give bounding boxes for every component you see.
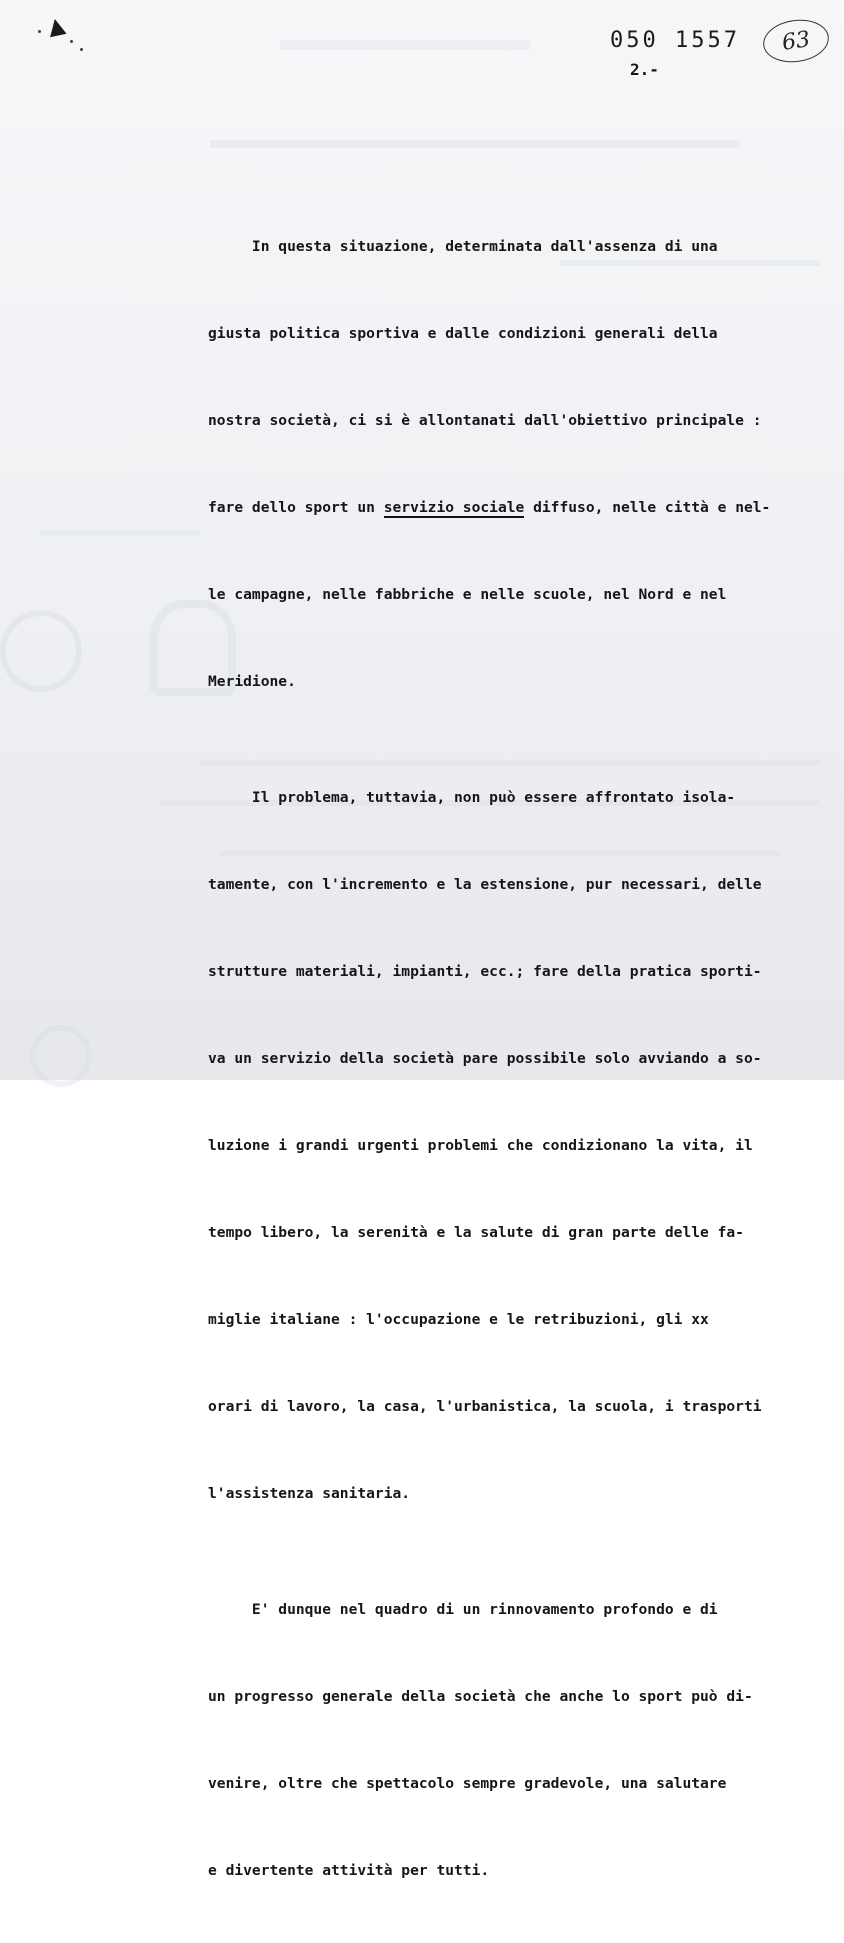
- text-line: un progresso generale della società che anche lo sport può di-: [208, 1688, 753, 1705]
- handwritten-page-circle: [760, 16, 831, 67]
- typed-text-body: [208, 174, 844, 1943]
- punch-dot: [38, 30, 41, 33]
- punch-dot: [70, 40, 73, 43]
- text-segment: diffuso, nelle città e nel-: [524, 499, 771, 516]
- text-line: strutture materiali, impianti, ecc.; fare della pratica sporti-: [208, 963, 762, 980]
- text-line: va un servizio della società pare possibile solo avviando a so-: [208, 1050, 762, 1067]
- text-line: giusta politica sportiva e dalle condizioni generali della: [208, 325, 718, 342]
- page-number: 2.-: [630, 60, 659, 79]
- bleed-through-circle: [30, 1025, 92, 1087]
- underlined-phrase: servizio sociale: [383, 499, 525, 516]
- document-number: 050 1557: [610, 28, 740, 53]
- text-line: [208, 493, 844, 522]
- text-line: tamente, con l'incremento e la estensione, pur necessari, delle: [208, 876, 762, 893]
- text-line: venire, oltre che spettacolo sempre gradevole, una salutare: [208, 1775, 727, 1792]
- handwritten-page-number: 63: [780, 26, 812, 56]
- corner-mark-icon: ▲: [45, 12, 68, 41]
- text-line: orari di lavoro, la casa, l'urbanistica, la scuola, i trasporti: [208, 1398, 762, 1415]
- text-line: In questa situazione, determinata dall'assenza di una: [208, 238, 718, 255]
- text-line: E' dunque nel quadro di un rinnovamento profondo e di: [208, 1601, 718, 1618]
- text-line: luzione i grandi urgenti problemi che condizionano la vita, il: [208, 1137, 753, 1154]
- text-line: e divertente attività per tutti.: [208, 1862, 490, 1879]
- bleed-through-block: [210, 140, 740, 148]
- text-line: Il problema, tuttavia, non può essere affrontato isola-: [208, 789, 736, 806]
- text-line: Meridione.: [208, 673, 296, 690]
- text-line: tempo libero, la serenità e la salute di gran parte delle fa-: [208, 1224, 744, 1241]
- punch-dot: [80, 48, 83, 51]
- text-line: le campagne, nelle fabbriche e nelle scuole, nel Nord e nel: [208, 586, 727, 603]
- text-line: nostra società, ci si è allontanati dall'obiettivo principale :: [208, 412, 762, 429]
- text-line: miglie italiane : l'occupazione e le retribuzioni, gli xx: [208, 1311, 709, 1328]
- text-line: l'assistenza sanitaria.: [208, 1485, 411, 1502]
- bleed-through-block: [40, 530, 200, 536]
- bleed-through-circle: [0, 610, 82, 692]
- bleed-through-block: [280, 40, 530, 50]
- text-segment: fare dello sport un: [208, 499, 384, 516]
